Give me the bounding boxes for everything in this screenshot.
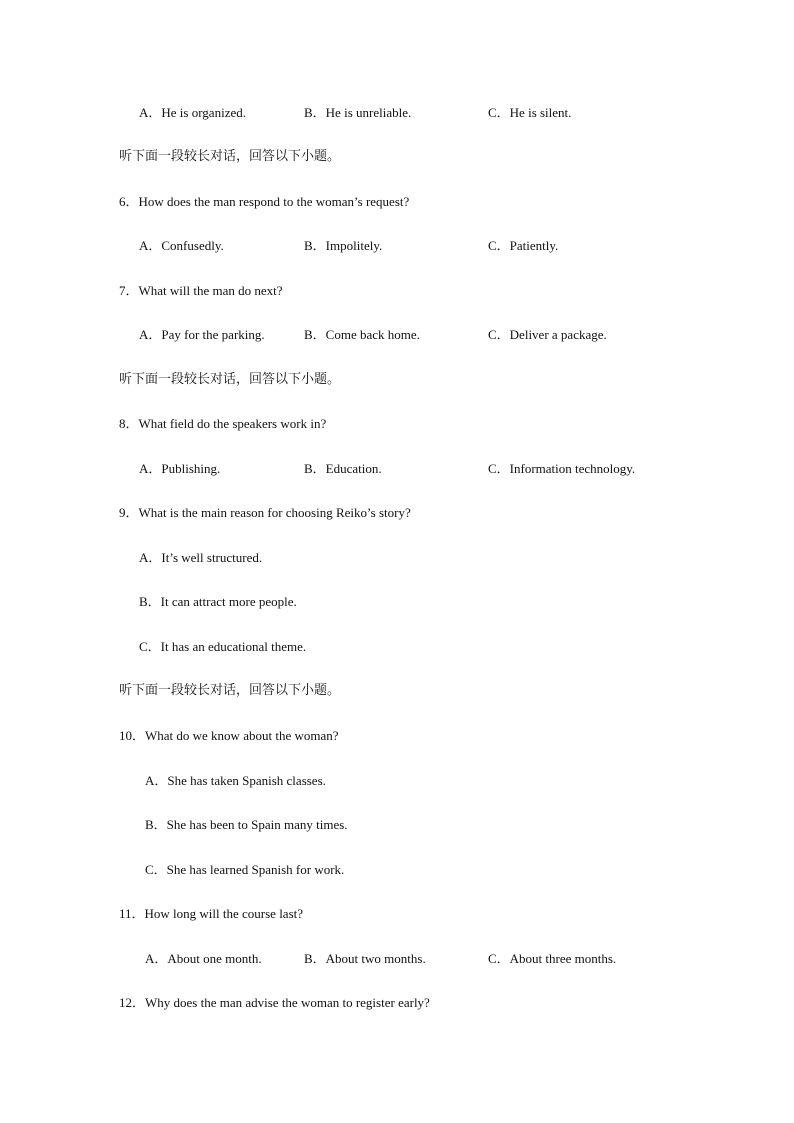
option-c: C．Patiently. xyxy=(488,238,559,253)
option-a: A．She has taken Spanish classes. xyxy=(145,773,326,788)
option-b: B．It can attract more people. xyxy=(139,594,297,609)
option-b: B．She has been to Spain many times. xyxy=(145,817,348,832)
question-12: 12．Why does the man advise the woman to register early? xyxy=(119,995,430,1010)
option-c: C．It has an educational theme. xyxy=(139,639,307,654)
option-a: A．It’s well structured. xyxy=(139,550,263,565)
question-10: 10．What do we know about the woman? xyxy=(119,728,339,743)
question-6: 6．How does the man respond to the woman’s request? xyxy=(119,194,410,209)
options-row xyxy=(0,461,794,477)
option-c: C．Information technology. xyxy=(488,461,636,476)
section-instruction: 听下面一段较长对话，回答以下小题。 xyxy=(119,683,341,698)
option-c: C．About three months. xyxy=(488,951,617,966)
options-row xyxy=(0,951,794,967)
section-instruction: 听下面一段较长对话，回答以下小题。 xyxy=(119,372,341,387)
option-b: B．Come back home. xyxy=(304,327,420,342)
option-c: C．She has learned Spanish for work. xyxy=(145,862,345,877)
option-a: A．Confusedly. xyxy=(139,238,224,253)
option-c: C．Deliver a package. xyxy=(488,327,607,342)
option-b: B．He is unreliable. xyxy=(304,105,412,120)
options-row xyxy=(0,327,794,343)
question-8: 8．What field do the speakers work in? xyxy=(119,416,327,431)
question-9: 9．What is the main reason for choosing Reiko’s story? xyxy=(119,505,411,520)
option-a: A．Publishing. xyxy=(139,461,221,476)
option-a: A．About one month. xyxy=(145,951,262,966)
option-b: B．About two months. xyxy=(304,951,426,966)
option-a: A．Pay for the parking. xyxy=(139,327,265,342)
options-row xyxy=(0,105,794,121)
option-b: B．Education. xyxy=(304,461,382,476)
option-a: A．He is organized. xyxy=(139,105,246,120)
question-11: 11．How long will the course last? xyxy=(119,906,304,921)
question-7: 7．What will the man do next? xyxy=(119,283,283,298)
option-b: B．Impolitely. xyxy=(304,238,383,253)
option-c: C．He is silent. xyxy=(488,105,572,120)
section-instruction: 听下面一段较长对话，回答以下小题。 xyxy=(119,149,341,164)
options-row xyxy=(0,238,794,254)
